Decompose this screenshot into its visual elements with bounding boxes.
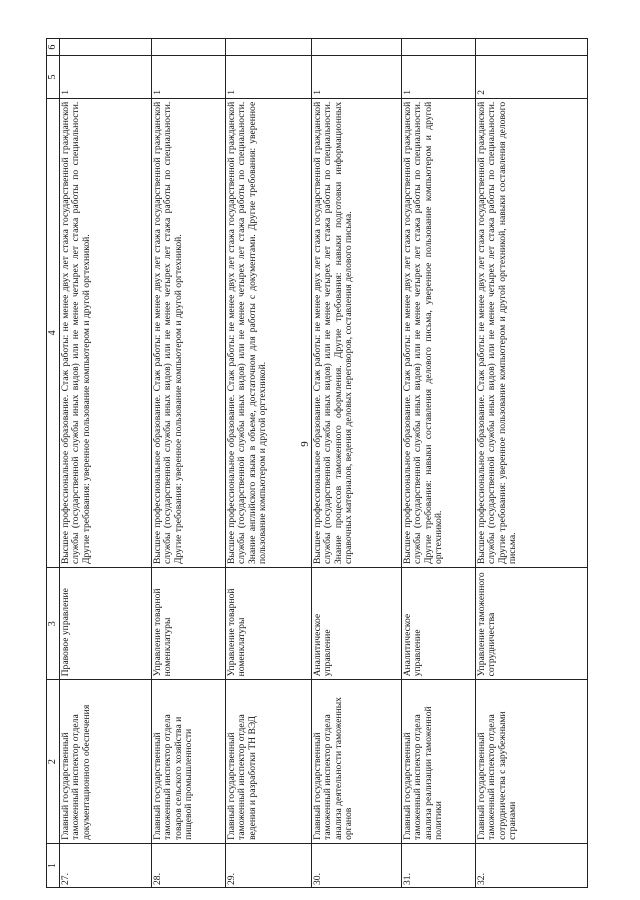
requirements-text: Высшее профессиональное образование. Стаж работы: не менее двух лет стажа государственной гражданской службы (государственной службы иных видов) или не менее четырех лет стажа работы по специальности. Знание процессов таможенного оформления. Другие требования: навыки подготовки информационных справочных материалов, ведения деловых переговоров, составления делового письма.	[312, 98, 402, 567]
rotated-table-container	[46, 38, 589, 888]
vacancy-count: 1	[152, 56, 226, 99]
vacancy-count: 1	[226, 56, 312, 99]
department-name: Правовое управление	[60, 568, 152, 680]
vacancy-count: 1	[60, 56, 152, 99]
column-header-1: 1	[47, 843, 60, 887]
department-name: Аналитическое управление	[312, 568, 402, 680]
requirements-text: Высшее профессиональное образование. Стаж работы: не менее двух лет стажа государственной гражданской службы (государственной службы иных видов) или не менее четырех лет стажа работы по специальности. Другие требования: уверенное пользование компьютером и другой оргтехникой, навыки составления делового письма.	[476, 98, 588, 567]
requirements-text: Высшее профессиональное образование. Стаж работы: не менее двух лет стажа государственной гражданской службы (государственной службы иных видов) или не менее четырех лет стажа работы по специальности. Другие требования: навыки составления делового письма, уверенное пользование компьютером и другой оргтехникой.	[402, 98, 476, 567]
column-6-cell	[60, 39, 152, 56]
column-header-6: 6	[47, 39, 60, 56]
column-6-cell	[402, 39, 476, 56]
row-number: 30.	[312, 843, 402, 887]
table-row	[312, 39, 402, 888]
position-title: Главный государственный таможенный инспектор отдела ведения и разработки ТН ВЭД	[226, 680, 312, 844]
position-title: Главный государственный таможенный инспектор отдела документационного обеспечения	[60, 680, 152, 844]
department-name: Управление таможенного сотрудничества	[476, 568, 588, 680]
requirements-text: Высшее профессиональное образование. Стаж работы: не менее двух лет стажа государственной гражданской службы (государственной службы иных видов) или не менее четырех лет стажа работы по специальности. Знание английского языка в объеме, достаточном для работы с документами. Другие требования: уверенное пользование компьютером и другой оргтехникой.	[226, 98, 312, 567]
requirements-text: Высшее профессиональное образование. Стаж работы: не менее двух лет стажа государственной гражданской службы (государственной службы иных видов) или не менее четырех лет стажа работы по специальности. Другие требования: уверенное пользование компьютером и другой оргтехникой.	[60, 98, 152, 567]
department-name: Управление товарной номенклатуры	[226, 568, 312, 680]
column-header-5: 5	[47, 56, 60, 99]
page-number: 9	[299, 441, 311, 447]
table-row	[60, 39, 152, 888]
column-6-cell	[476, 39, 588, 56]
row-number: 32.	[476, 843, 588, 887]
vacancy-count: 1	[312, 56, 402, 99]
requirements-text: Высшее профессиональное образование. Стаж работы: не менее двух лет стажа государственной гражданской службы (государственной службы иных видов) или не менее четырех лет стажа работы по специальности. Другие требования: уверенное пользование компьютером и другой оргтехникой.	[152, 98, 226, 567]
table-row	[152, 39, 226, 888]
row-number: 31.	[402, 843, 476, 887]
column-header-2: 2	[47, 680, 60, 844]
row-number: 28.	[152, 843, 226, 887]
vacancy-count: 1	[402, 56, 476, 99]
table-header-row	[47, 39, 60, 888]
table-row	[402, 39, 476, 888]
column-6-cell	[226, 39, 312, 56]
column-header-3: 3	[47, 568, 60, 680]
row-number: 27.	[60, 843, 152, 887]
position-title: Главный государственный таможенный инспектор отдела анализа деятельности таможенных органов	[312, 680, 402, 844]
column-header-4: 4	[47, 98, 60, 567]
row-number: 29.	[226, 843, 312, 887]
vacancies-table	[46, 38, 588, 888]
column-6-cell	[312, 39, 402, 56]
department-name: Управление товарной номенклатуры	[152, 568, 226, 680]
table-row	[476, 39, 588, 888]
position-title: Главный государственный таможенный инспектор отдела товаров сельского хозяйства и пищевой промышленности	[152, 680, 226, 844]
table-row	[226, 39, 312, 888]
position-title: Главный государственный таможенный инспектор отдела сотрудничества с зарубежными странами	[476, 680, 588, 844]
column-6-cell	[152, 39, 226, 56]
department-name: Аналитическое управление	[402, 568, 476, 680]
position-title: Главный государственный таможенный инспектор отдела анализа реализации таможенной политики	[402, 680, 476, 844]
vacancy-count: 2	[476, 56, 588, 99]
